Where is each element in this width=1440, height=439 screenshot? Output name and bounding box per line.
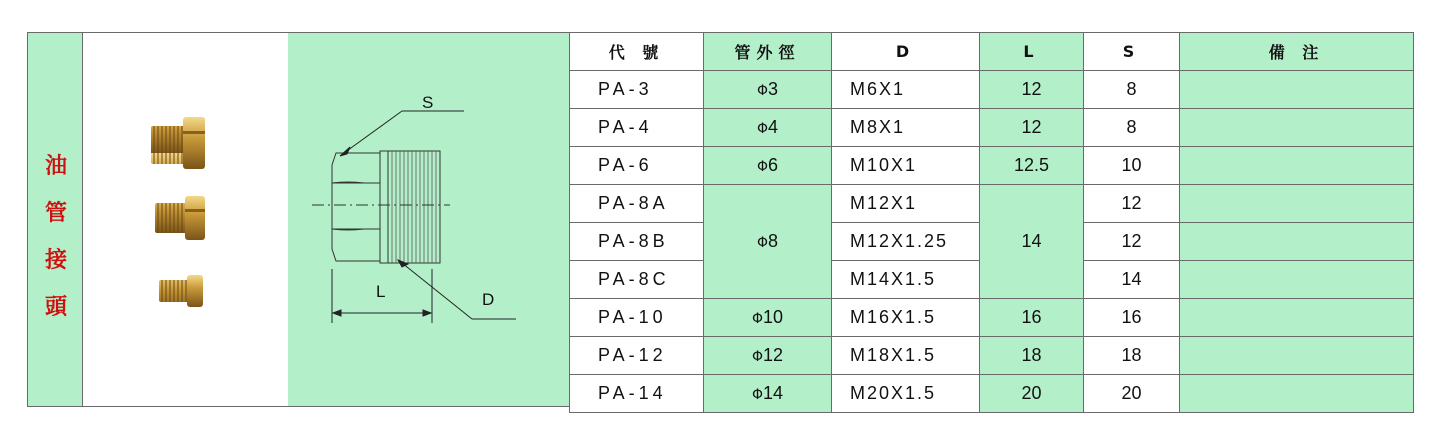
cell-note bbox=[1180, 147, 1414, 185]
product-photo bbox=[83, 32, 289, 407]
table-row bbox=[570, 147, 1414, 185]
cell-s: 12 bbox=[1084, 223, 1180, 261]
cell-note bbox=[1180, 299, 1414, 337]
cell-note bbox=[1180, 109, 1414, 147]
cell-code: PA-10 bbox=[570, 299, 704, 337]
table-row bbox=[570, 185, 1414, 223]
header-d: D bbox=[832, 33, 980, 71]
header-l: L bbox=[980, 33, 1084, 71]
pipe-od-value: 8 bbox=[768, 231, 779, 251]
cell-d: M8X1 bbox=[832, 109, 980, 147]
cell-code: PA-8B bbox=[570, 223, 704, 261]
cell-d: M20X1.5 bbox=[832, 375, 980, 413]
phi-symbol: Φ bbox=[751, 349, 763, 365]
phi-symbol: Φ bbox=[756, 121, 768, 137]
cell-code: PA-8A bbox=[570, 185, 704, 223]
header-code: 代 號 bbox=[570, 33, 704, 71]
cell-pipe-od bbox=[704, 299, 832, 337]
pipe-od-value: 4 bbox=[768, 117, 779, 137]
table-row bbox=[570, 337, 1414, 375]
cell-l: 12.5 bbox=[980, 147, 1084, 185]
dimension-l-label: L bbox=[376, 282, 386, 301]
table-header-row bbox=[570, 33, 1414, 71]
cell-s: 10 bbox=[1084, 147, 1180, 185]
cell-l: 18 bbox=[980, 337, 1084, 375]
category-char: 管 bbox=[44, 200, 67, 226]
phi-symbol: Φ bbox=[756, 83, 768, 99]
pipe-od-value: 3 bbox=[768, 79, 779, 99]
phi-symbol: Φ bbox=[756, 159, 768, 175]
header-s: S bbox=[1084, 33, 1180, 71]
cell-s: 18 bbox=[1084, 337, 1180, 375]
cell-code: PA-6 bbox=[570, 147, 704, 185]
fitting-large bbox=[151, 117, 205, 169]
category-title bbox=[28, 143, 84, 331]
cell-note bbox=[1180, 261, 1414, 299]
fitting-small bbox=[159, 275, 203, 307]
cell-note bbox=[1180, 71, 1414, 109]
cell-l: 12 bbox=[980, 109, 1084, 147]
cell-pipe-od bbox=[704, 185, 832, 299]
cell-s: 8 bbox=[1084, 71, 1180, 109]
cell-l: 14 bbox=[980, 185, 1084, 299]
dimension-s-label: S bbox=[422, 93, 434, 112]
technical-diagram bbox=[288, 32, 570, 407]
cell-note bbox=[1180, 375, 1414, 413]
phi-symbol: Φ bbox=[751, 311, 763, 327]
cell-code: PA-8C bbox=[570, 261, 704, 299]
cell-s: 12 bbox=[1084, 185, 1180, 223]
category-char: 接 bbox=[44, 247, 67, 273]
table-row bbox=[570, 71, 1414, 109]
cell-pipe-od bbox=[704, 109, 832, 147]
cell-note bbox=[1180, 337, 1414, 375]
cell-d: M16X1.5 bbox=[832, 299, 980, 337]
category-char: 頭 bbox=[44, 294, 67, 320]
table-row bbox=[570, 375, 1414, 413]
cell-d: M18X1.5 bbox=[832, 337, 980, 375]
fitting-medium bbox=[155, 196, 205, 240]
cell-code: PA-4 bbox=[570, 109, 704, 147]
header-note: 備 注 bbox=[1180, 33, 1414, 71]
cell-code: PA-3 bbox=[570, 71, 704, 109]
spec-table bbox=[569, 32, 1414, 413]
cell-l: 20 bbox=[980, 375, 1084, 413]
cell-d: M10X1 bbox=[832, 147, 980, 185]
cell-s: 20 bbox=[1084, 375, 1180, 413]
cell-s: 16 bbox=[1084, 299, 1180, 337]
cell-pipe-od bbox=[704, 337, 832, 375]
cell-note bbox=[1180, 223, 1414, 261]
phi-symbol: Φ bbox=[751, 387, 763, 403]
cell-note bbox=[1180, 185, 1414, 223]
pipe-od-value: 14 bbox=[763, 383, 784, 403]
cell-d: M12X1 bbox=[832, 185, 980, 223]
cell-s: 14 bbox=[1084, 261, 1180, 299]
pipe-od-value: 10 bbox=[763, 307, 784, 327]
cell-pipe-od bbox=[704, 147, 832, 185]
cell-code: PA-14 bbox=[570, 375, 704, 413]
header-pipe-od: 管外徑 bbox=[704, 33, 832, 71]
cell-code: PA-12 bbox=[570, 337, 704, 375]
cell-pipe-od bbox=[704, 71, 832, 109]
cell-l: 12 bbox=[980, 71, 1084, 109]
phi-symbol: Φ bbox=[756, 235, 768, 251]
cell-l: 16 bbox=[980, 299, 1084, 337]
category-column bbox=[27, 32, 83, 407]
cell-d: M14X1.5 bbox=[832, 261, 980, 299]
cell-d: M12X1.25 bbox=[832, 223, 980, 261]
cell-pipe-od bbox=[704, 375, 832, 413]
category-char: 油 bbox=[44, 153, 67, 179]
table-row bbox=[570, 109, 1414, 147]
table-row bbox=[570, 299, 1414, 337]
cell-d: M6X1 bbox=[832, 71, 980, 109]
pipe-od-value: 6 bbox=[768, 155, 779, 175]
pipe-od-value: 12 bbox=[763, 345, 784, 365]
dimension-d-label: D bbox=[482, 290, 495, 309]
cell-s: 8 bbox=[1084, 109, 1180, 147]
